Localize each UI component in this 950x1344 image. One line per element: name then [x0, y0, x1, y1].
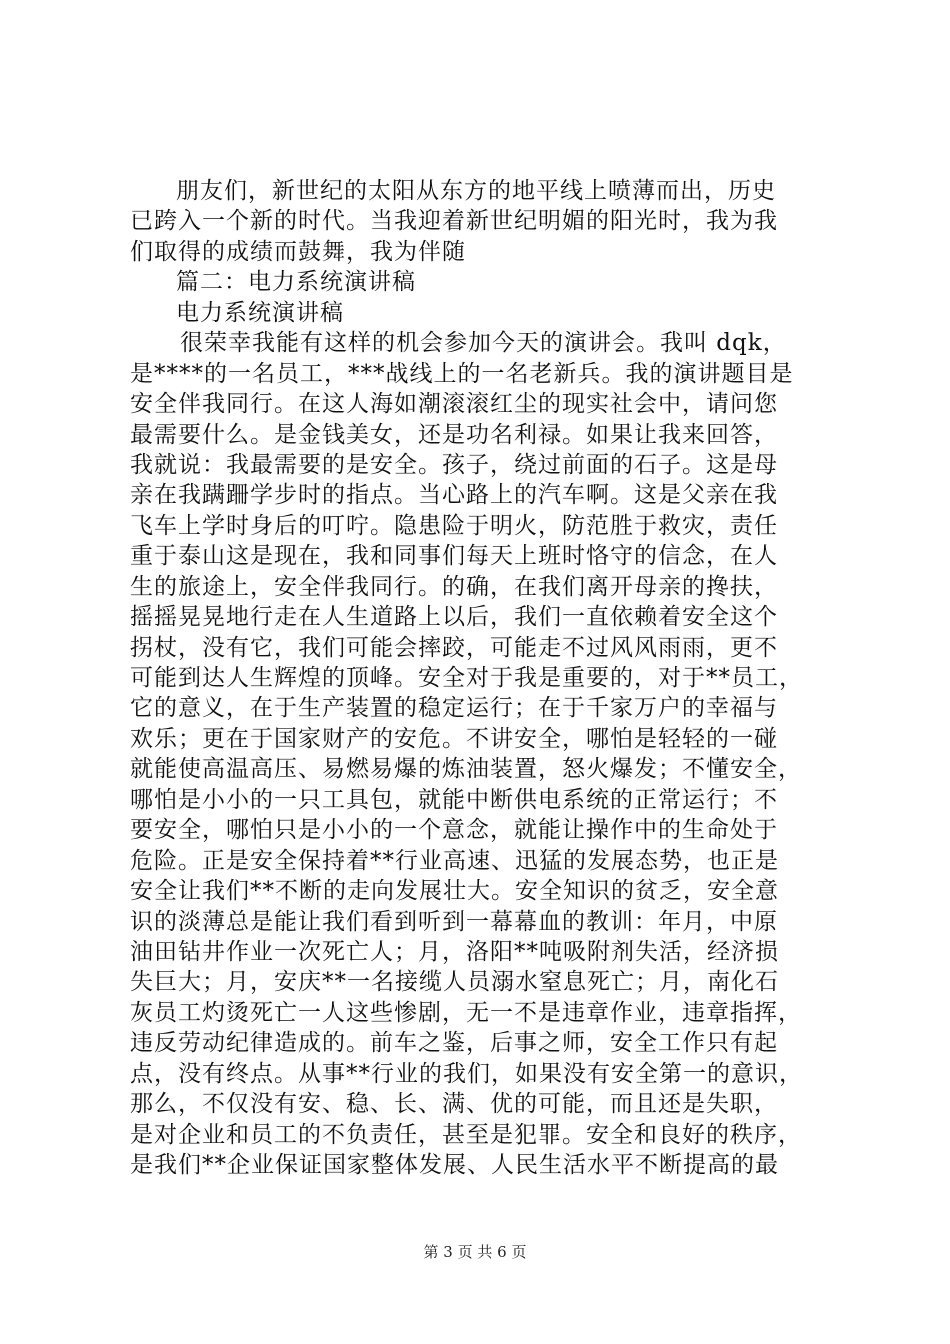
text-line: 飞车上学时身后的叮咛。隐患险于明火，防范胜于救灾，责任: [130, 512, 778, 539]
text-line: 摇摇晃晃地行走在人生道路上以后，我们一直依赖着安全这个: [130, 604, 778, 631]
text-line: 是我们**企业保证国家整体发展、人民生活水平不断提高的最: [130, 1152, 779, 1178]
text-line: 灰员工灼烫死亡一人这些惨剧，无一不是违章作业，违章指挥，: [130, 999, 802, 1026]
text-line: 是****的一名员工，***战线上的一名老新兵。我的演讲题目是: [130, 360, 794, 387]
text-line: 可能到达人生辉煌的顶峰。安全对于我是重要的，对于**员工，: [130, 665, 803, 691]
text-line: 危险。正是安全保持着**行业高速、迅猛的发展态势，也正是: [130, 847, 779, 874]
text-line: 就能使高温高压、易燃易爆的炼油装置，怒火爆发；不懂安全，: [130, 756, 802, 783]
text-line: 违反劳动纪律造成的。前车之鉴，后事之师，安全工作只有起: [130, 1030, 778, 1057]
text-line: 失巨大；月，安庆**一名接缆人员溺水窒息死亡；月，南化石: [130, 969, 779, 996]
text-line: 拐杖，没有它，我们可能会摔跤，可能走不过风风雨雨，更不: [130, 634, 778, 661]
text-line: 篇二：电力系统演讲稿: [176, 269, 416, 296]
text-line: 点，没有终点。从事**行业的我们，如果没有安全第一的意识，: [130, 1060, 803, 1087]
text-line: 是对企业和员工的不负责任，甚至是犯罪。安全和良好的秩序，: [130, 1121, 802, 1148]
text-line: 很荣幸我能有这样的机会参加今天的演讲会。我叫 dqk，: [180, 330, 787, 357]
text-line: 亲在我蹒跚学步时的指点。当心路上的汽车啊。这是父亲在我: [130, 482, 778, 509]
text-line: 生的旅途上，安全伴我同行。的确，在我们离开母亲的搀扶，: [130, 573, 778, 600]
text-line: 安全伴我同行。在这人海如潮滚滚红尘的现实社会中，请问您: [130, 391, 778, 418]
text-line: 哪怕是小小的一只工具包，就能中断供电系统的正常运行；不: [130, 786, 778, 813]
text-line: 我就说：我最需要的是安全。孩子，绕过前面的石子。这是母: [130, 451, 778, 478]
text-line: 要安全，哪怕只是小小的一个意念，就能让操作中的生命处于: [130, 817, 778, 844]
text-line: 那么，不仅没有安、稳、长、满、优的可能，而且还是失职，: [130, 1091, 778, 1118]
text-line: 已跨入一个新的时代。当我迎着新世纪明媚的阳光时，我为我: [130, 208, 778, 235]
text-line: 电力系统演讲稿: [176, 299, 344, 326]
page-number-footer: 第 3 页 共 6 页: [423, 1243, 527, 1261]
text-line: 欢乐；更在于国家财产的安危。不讲安全，哪怕是轻轻的一碰: [130, 725, 778, 752]
text-line: 朋友们，新世纪的太阳从东方的地平线上喷薄而出，历史: [176, 178, 776, 204]
text-line: 安全让我们**不断的走向发展壮大。安全知识的贫乏，安全意: [130, 878, 779, 905]
document-body: [130, 176, 830, 1180]
text-line: 油田钻井作业一次死亡人；月，洛阳**吨吸附剂失活，经济损: [130, 938, 779, 965]
text-line: 它的意义，在于生产装置的稳定运行；在于千家万户的幸福与: [130, 695, 778, 722]
text-line: 们取得的成绩而鼓舞，我为伴随: [130, 238, 466, 265]
text-line: 最需要什么。是金钱美女，还是功名利禄。如果让我来回答，: [130, 421, 778, 448]
text-line: 重于泰山这是现在，我和同事们每天上班时恪守的信念，在人: [130, 543, 778, 570]
text-line: 识的淡薄总是能让我们看到听到一幕幕血的教训：年月，中原: [130, 908, 778, 935]
